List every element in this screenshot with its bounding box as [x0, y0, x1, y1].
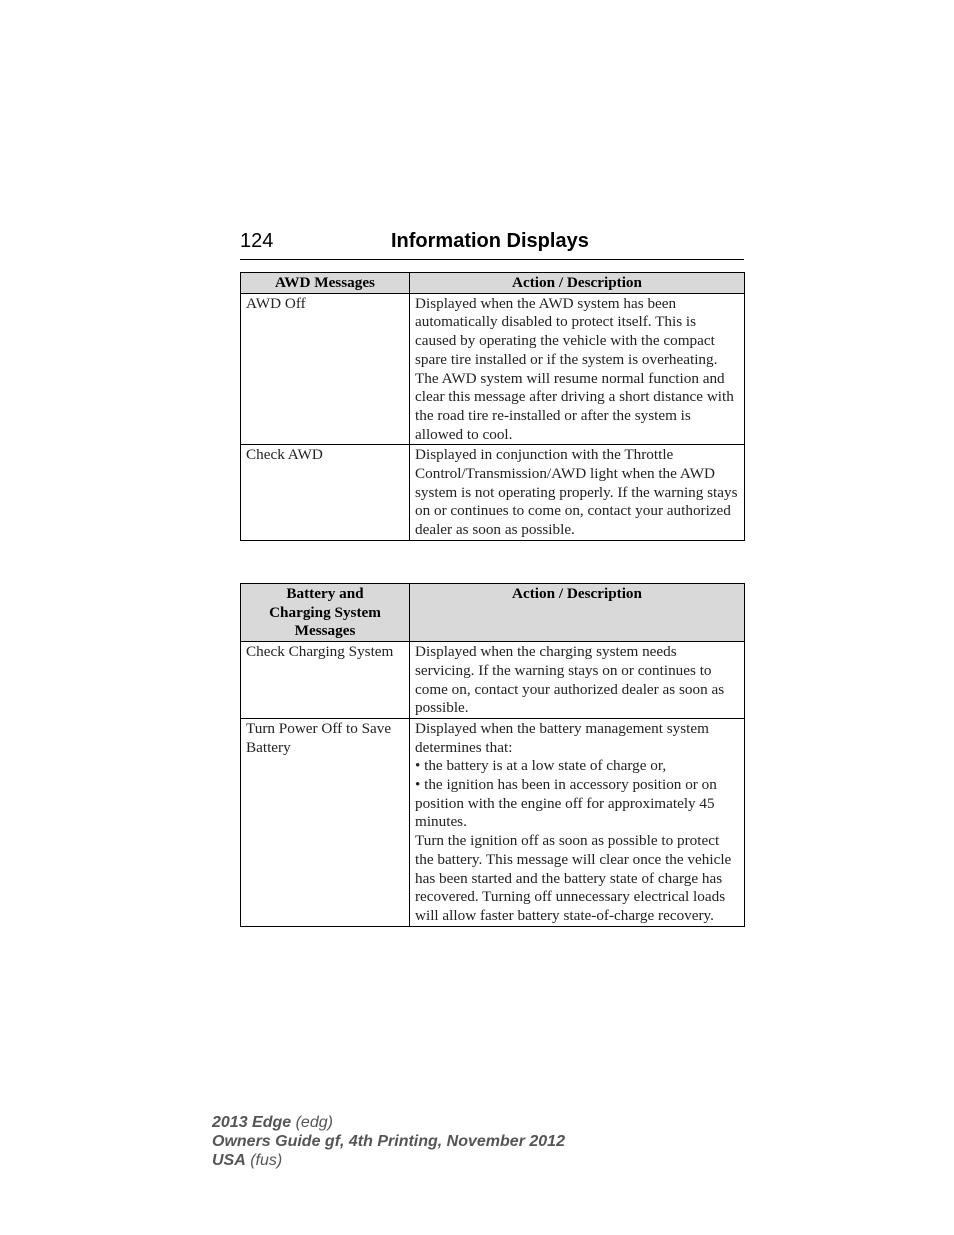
awd-messages-table	[240, 272, 745, 541]
description-text: Displayed when the battery management system determines that:	[415, 719, 709, 756]
document-footer	[212, 1113, 565, 1170]
description-text: Displayed when the charging system needs servicing. If the warning stays on or continues to come on, contact your authorized dealer as soon as possible.	[415, 643, 725, 717]
description-cell	[410, 293, 745, 445]
footer-line-region	[212, 1151, 565, 1170]
description-cell	[410, 445, 745, 541]
table-row	[241, 293, 745, 445]
bullet-item: • the battery is at a low state of charge or,	[415, 757, 667, 775]
table-header-row	[241, 584, 745, 642]
table-header-row	[241, 273, 745, 294]
table-row	[241, 445, 745, 541]
footer-model-code: (edg)	[291, 1114, 333, 1131]
page-header	[240, 229, 744, 260]
section-title: Information Displays	[391, 230, 589, 252]
bullet-item: • the ignition has been in accessory position or on position with the engine off for approximately 45 minutes.	[415, 776, 717, 831]
table-row	[241, 642, 745, 719]
column-header-battery-messages: Battery and Charging System Messages	[241, 584, 410, 642]
footer-model: 2013 Edge	[212, 1114, 292, 1131]
description-text: Turn the ignition off as soon as possible to protect the battery. This message will clear once the vehicle has been started and the battery state of charge has recovered. Turning off unnecessary electrical loads will allow faster battery state-of-charge recovery.	[415, 832, 732, 924]
message-cell: Turn Power Off to Save Battery	[241, 718, 410, 926]
column-header-action-description: Action / Description	[410, 584, 745, 642]
footer-line-model	[212, 1113, 565, 1132]
column-header-action-description: Action / Description	[410, 273, 745, 294]
description-cell	[410, 718, 745, 926]
description-text: Displayed when the AWD system has been automatically disabled to protect itself. This is caused by operating the vehicle with the compact spare tire installed or if the system is overheating. The AWD system will resume normal function and clear this message after driving a short distance with the road tire re-installed or after the system is allowed to cool.	[415, 294, 734, 443]
footer-region-code: (fus)	[245, 1152, 283, 1169]
page-number: 124	[240, 230, 274, 252]
message-cell: AWD Off	[241, 293, 410, 445]
footer-line-guide	[212, 1132, 565, 1151]
table-row	[241, 718, 745, 926]
message-cell: Check AWD	[241, 445, 410, 541]
footer-region: USA	[212, 1152, 246, 1169]
message-cell: Check Charging System	[241, 642, 410, 719]
footer-guide: Owners Guide gf, 4th Printing, November 2012	[212, 1133, 565, 1150]
description-text: Displayed in conjunction with the Throttle Control/Transmission/AWD light when the AWD system is not operating properly. If the warning stays on or continues to come on, contact your authorized dealer as soon as possible.	[415, 446, 738, 539]
column-header-awd-messages: AWD Messages	[241, 273, 410, 294]
battery-charging-messages-table	[240, 583, 745, 927]
description-cell	[410, 642, 745, 719]
